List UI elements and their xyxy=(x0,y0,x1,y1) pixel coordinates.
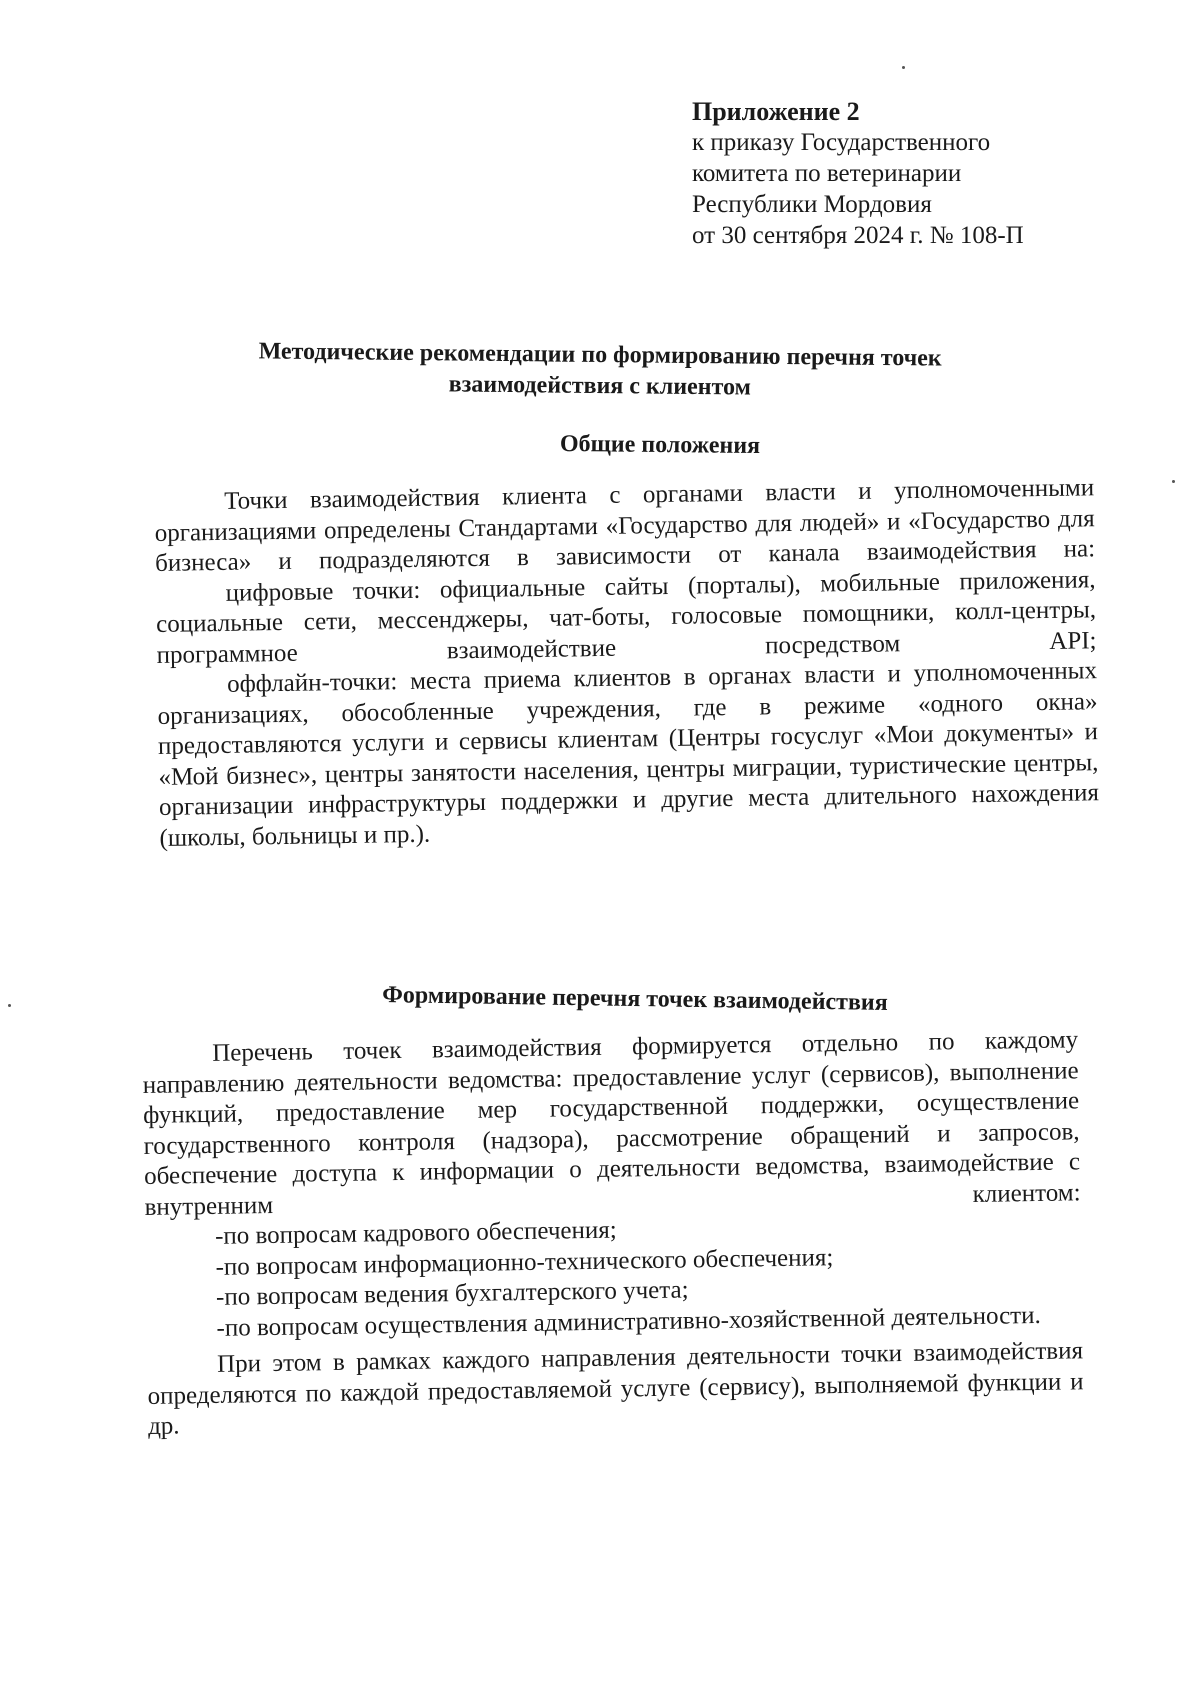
title-line: взаимодействия с клиентом xyxy=(448,371,752,401)
list-item: -по вопросам ведения бухгалтерского учета; xyxy=(215,1276,689,1311)
scan-speck xyxy=(902,66,905,69)
title-line: Методические рекомендации по формированию перечня точек xyxy=(258,338,942,372)
approval-block xyxy=(692,96,1024,251)
approval-line: от 30 сентября 2024 г. № 108-П xyxy=(692,222,1024,249)
list-item: -по вопросам информационно-технического обеспечения; xyxy=(215,1243,834,1281)
paragraph: оффлайн-точки: места приема клиентов в органах власти и уполномоченных организациях, обособленные учреждения, где в режиме «одного окна» предоставляются услуги и сервисы клиентам (Центры госуслуг «Мои документы» и «Мой бизнес», центры занятости населения, центры миграции, туристические центры, организации инфраструктуры поддержки и другие места длительного нахождения (школы, больницы и пр.). xyxy=(157,657,1100,852)
approval-line: комитета по ветеринарии xyxy=(692,160,962,187)
section-body xyxy=(154,473,1100,854)
appendix-heading: Приложение 2 xyxy=(692,97,860,126)
paragraph: При этом в рамках каждого направления деятельности точки взаимодействия определяются по каждой предоставляемой услуге (сервису), выполняемой функции и др. xyxy=(147,1337,1084,1440)
list-item: -по вопросам осуществления административно-хозяйственной деятельности. xyxy=(216,1301,1041,1342)
scan-speck xyxy=(1172,480,1175,483)
scan-speck xyxy=(8,1004,11,1007)
approval-line: Республики Мордовия xyxy=(692,191,932,218)
paragraph: Перечень точек взаимодействия формируется отдельно по каждому направлению деятельности ведомства: предоставление услуг (сервисов), выполнение функций, предоставление мер государственной поддержки, осуществление государственного контроля (надзора), рассмотрение обращений и запросов, обеспечение доступа к информации о деятельности ведомства, взаимодействие с внутренним клиентом: xyxy=(142,1026,1081,1221)
section-body xyxy=(142,1025,1084,1442)
document-title xyxy=(150,335,1051,406)
paragraph: цифровые точки: официальные сайты (порталы), мобильные приложения, социальные сети, мессенджеры, чат-боты, голосовые помощники, колл-центры, программное взаимодействие посредством API; xyxy=(155,565,1097,669)
approval-line: к приказу Государственного xyxy=(692,129,991,156)
section-heading: Общие положения xyxy=(559,430,761,460)
paragraph: Точки взаимодействия клиента с органами власти и уполномоченными организациями определены Стандартами «Государство для людей» и «Государство для бизнеса» и подразделяются в зависимости от канала взаимодействия на: xyxy=(154,474,1096,577)
section-heading: Формирование перечня точек взаимодействия xyxy=(382,982,888,1016)
list-item: -по вопросам кадрового обеспечения; xyxy=(214,1216,617,1250)
